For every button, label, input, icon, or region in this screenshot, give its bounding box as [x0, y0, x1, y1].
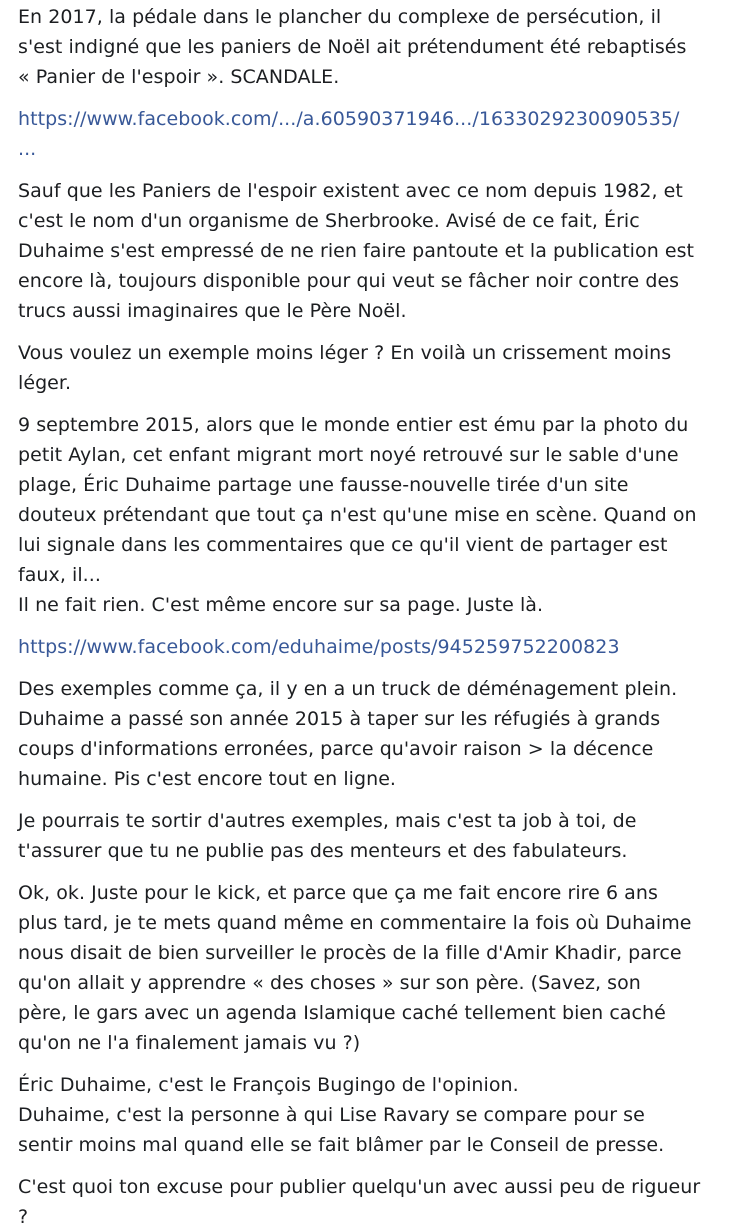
text-line: C'est quoi ton excuse pour publier quelqu'un avec aussi peu de rigueur	[18, 1176, 701, 1198]
facebook-link-paniers[interactable]: https://www.facebook.com/.../a.60590371946.../1633029230090535/	[18, 108, 680, 130]
text-line: ?	[18, 1206, 29, 1228]
text-line: coups d'informations erronées, parce qu'avoir raison > la décence	[18, 738, 654, 760]
facebook-link-eduhaime-post[interactable]: https://www.facebook.com/eduhaime/posts/945259752200823	[18, 636, 620, 658]
paragraph-refugees	[18, 674, 736, 794]
text-line: Sauf que les Paniers de l'espoir existent avec ce nom depuis 1982, et	[18, 180, 683, 202]
text-line: lui signale dans les commentaires que ce qu'il vient de partager est	[18, 534, 668, 556]
text-line: Je pourrais te sortir d'autres exemples, mais c'est ta job à toi, de	[18, 810, 637, 832]
paragraph-closing-question	[18, 1172, 736, 1232]
text-line: plus tard, je te mets quand même en commentaire la fois où Duhaime	[18, 912, 692, 934]
paragraph-paniers-intro	[18, 2, 736, 92]
text-line: encore là, toujours disponible pour qui veut se fâcher noir contre des	[18, 270, 680, 292]
paragraph-other-examples	[18, 806, 736, 866]
text-line: sentir moins mal quand elle se fait blâmer par le Conseil de presse.	[18, 1134, 665, 1156]
text-line: trucs aussi imaginaires que le Père Noël.	[18, 300, 407, 322]
text-line: Duhaime, c'est la personne à qui Lise Ravary se compare pour se	[18, 1104, 645, 1126]
text-line: Vous voulez un exemple moins léger ? En voilà un crissement moins	[18, 342, 672, 364]
paragraph-paniers-explanation	[18, 176, 736, 326]
paragraph-bugingo	[18, 1070, 736, 1160]
text-line: nous disait de bien surveiller le procès de la fille d'Amir Khadir, parce	[18, 942, 682, 964]
text-line: Duhaime s'est empressé de ne rien faire pantoute et la publication est	[18, 240, 695, 262]
text-line: s'est indigné que les paniers de Noël ait prétendument été rebaptisés	[18, 36, 687, 58]
facebook-link-paniers-continuation[interactable]: ...	[18, 138, 37, 160]
paragraph-khadir	[18, 878, 736, 1058]
text-line: t'assurer que tu ne publie pas des menteurs et des fabulateurs.	[18, 840, 628, 862]
text-line: En 2017, la pédale dans le plancher du complexe de persécution, il	[18, 6, 662, 28]
text-line: 9 septembre 2015, alors que le monde entier est ému par la photo du	[18, 414, 689, 436]
text-line: faux, il...	[18, 564, 101, 586]
text-line: père, le gars avec un agenda Islamique caché tellement bien caché	[18, 1002, 666, 1024]
text-line: douteux prétendant que tout ça n'est qu'une mise en scène. Quand on	[18, 504, 697, 526]
text-line: léger.	[18, 372, 72, 394]
text-line: Ok, ok. Juste pour le kick, et parce que ça me fait encore rire 6 ans	[18, 882, 658, 904]
paragraph-transition	[18, 338, 736, 398]
text-line: Des exemples comme ça, il y en a un truck de déménagement plein.	[18, 678, 678, 700]
text-line: qu'on ne l'a finalement jamais vu ?)	[18, 1032, 361, 1054]
paragraph-paniers-link	[18, 104, 736, 164]
text-line: « Panier de l'espoir ». SCANDALE.	[18, 66, 340, 88]
text-line: plage, Éric Duhaime partage une fausse-nouvelle tirée d'un site	[18, 474, 629, 496]
text-line: Éric Duhaime, c'est le François Bugingo de l'opinion.	[18, 1074, 519, 1096]
text-line: Duhaime a passé son année 2015 à taper sur les réfugiés à grands	[18, 708, 661, 730]
text-line: petit Aylan, cet enfant migrant mort noyé retrouvé sur le sable d'une	[18, 444, 679, 466]
text-line: Il ne fait rien. C'est même encore sur sa page. Juste là.	[18, 594, 544, 616]
paragraph-aylan-link	[18, 632, 736, 662]
paragraph-aylan	[18, 410, 736, 620]
text-line: humaine. Pis c'est encore tout en ligne.	[18, 768, 397, 790]
text-line: qu'on allait y apprendre « des choses » sur son père. (Savez, son	[18, 972, 641, 994]
text-line: c'est le nom d'un organisme de Sherbrooke. Avisé de ce fait, Éric	[18, 210, 640, 232]
